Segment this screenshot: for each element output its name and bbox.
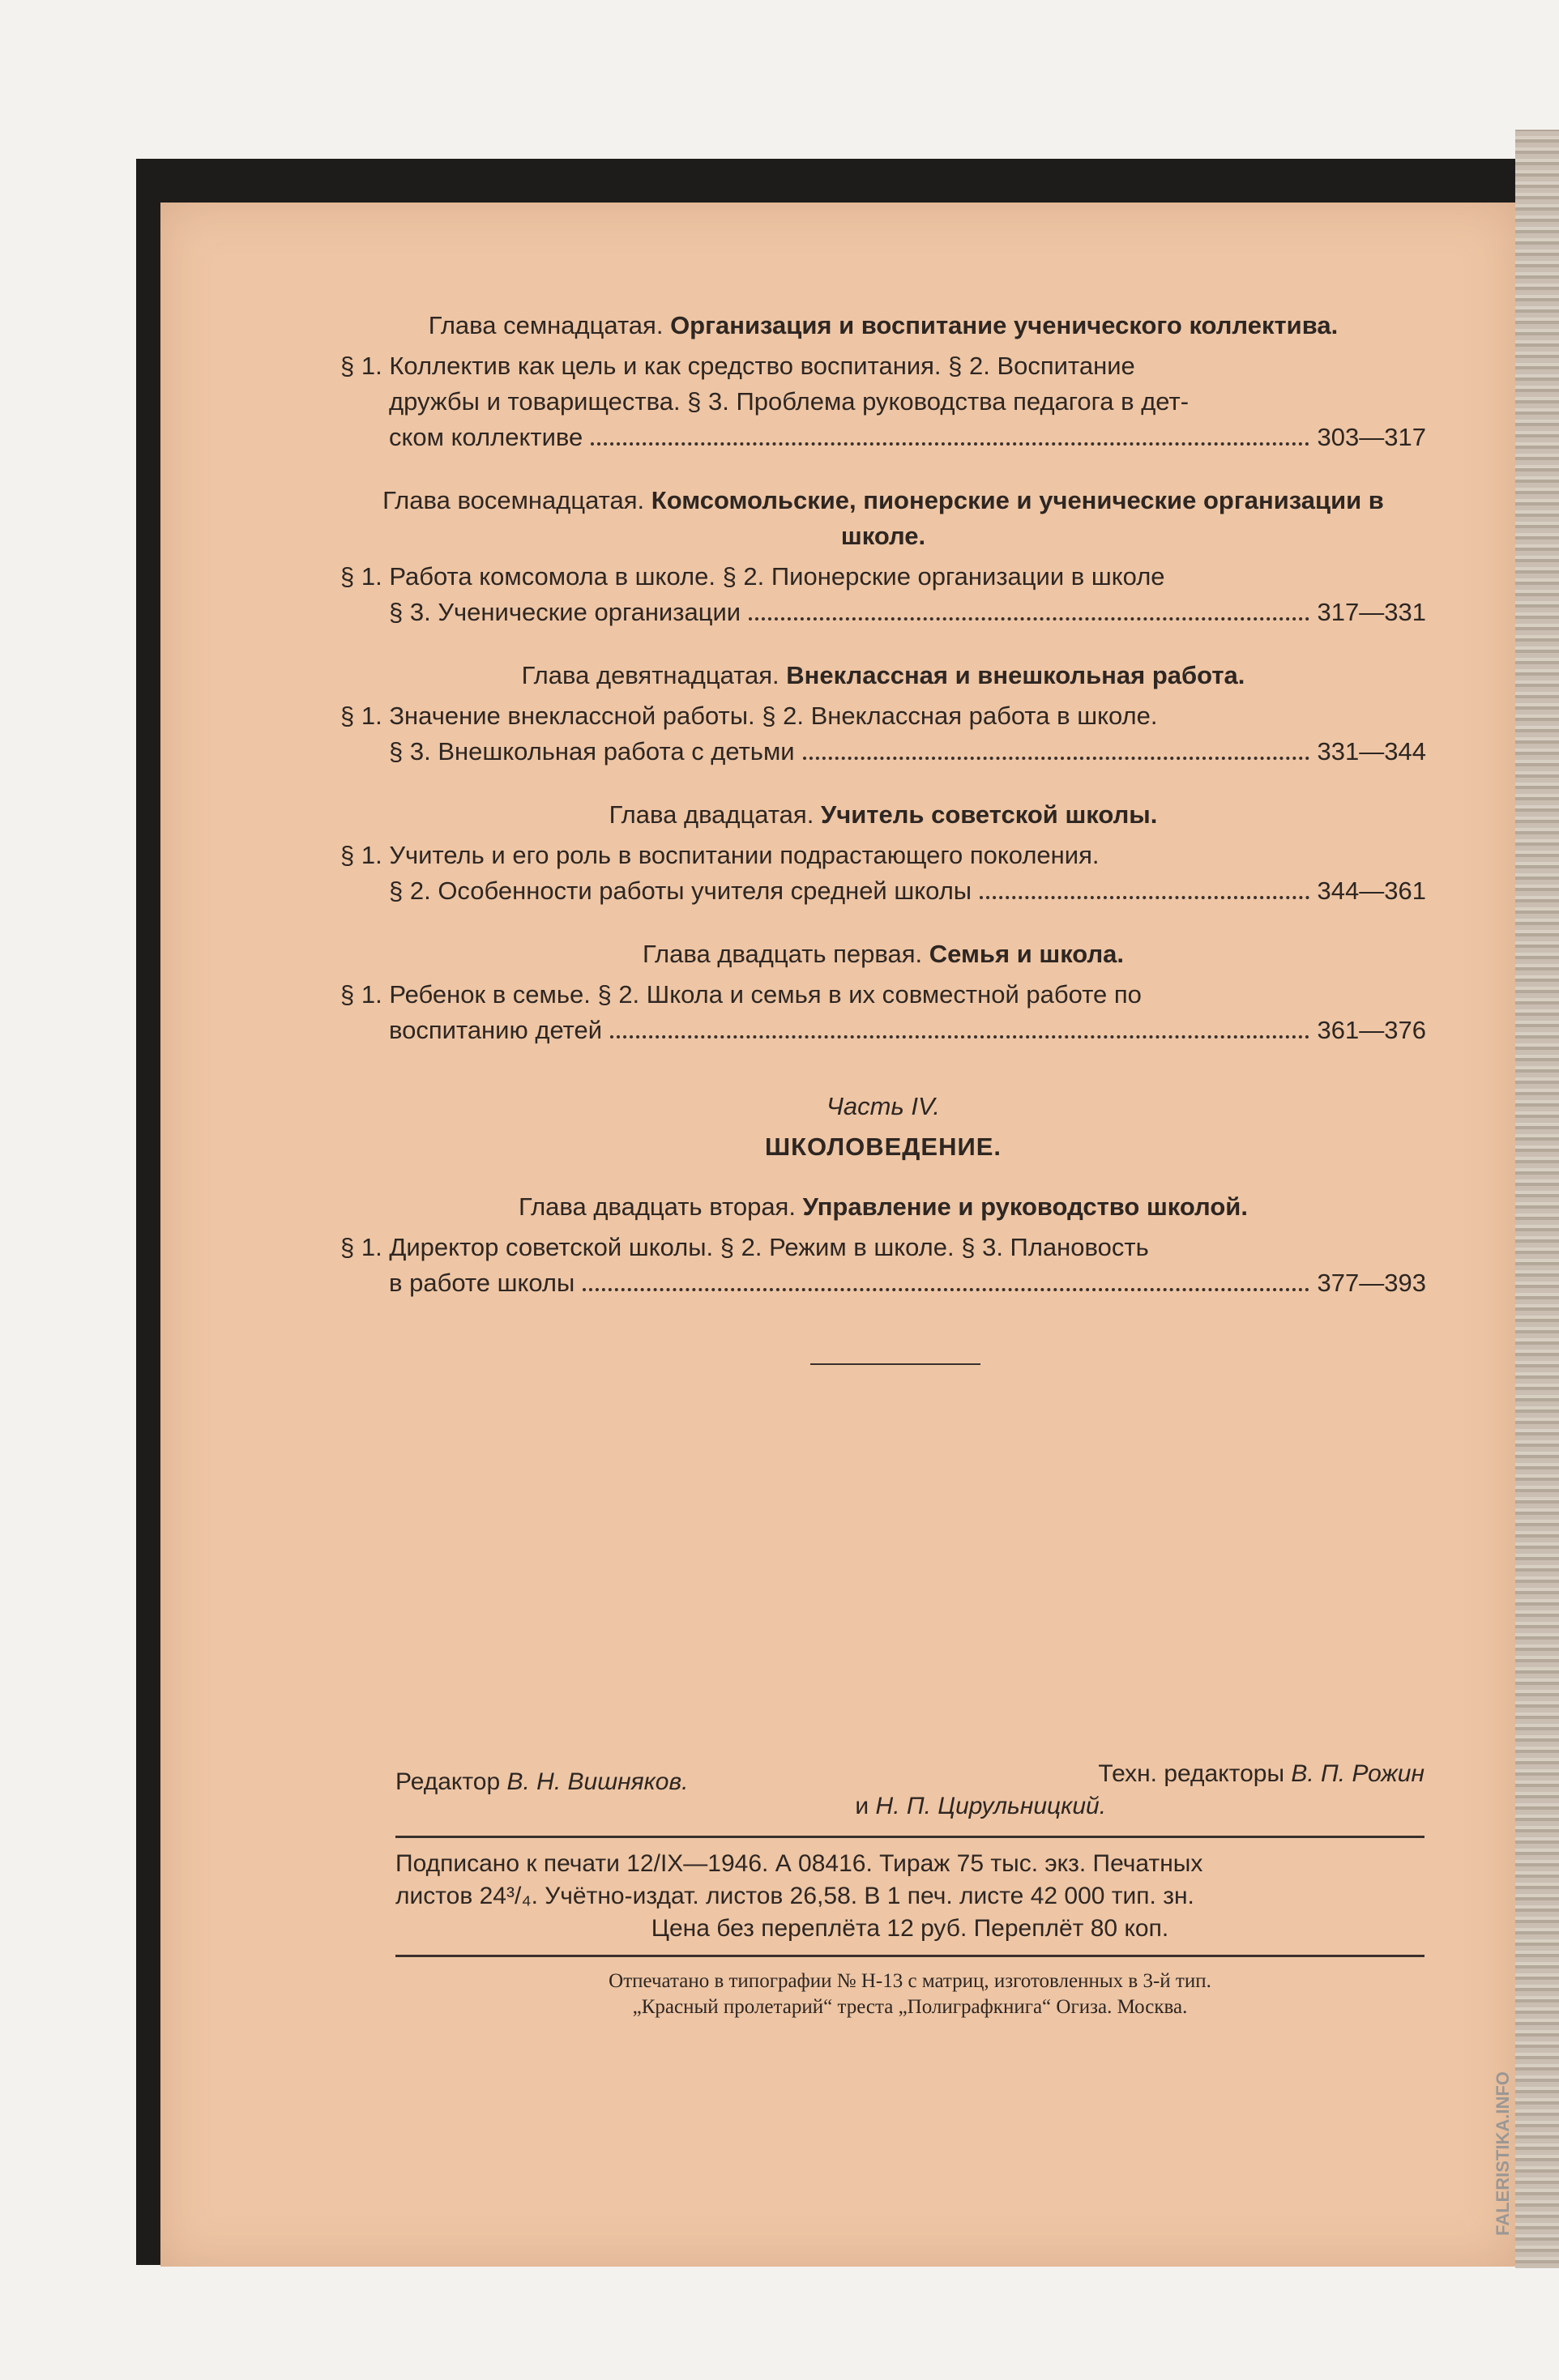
toc-chapter-22	[340, 1189, 1426, 1301]
entry-line: § 1. Учитель и его роль в воспитании подрастающего поколения.	[340, 841, 1100, 869]
print-info-line: Подписано к печати 12/IX—1946. А 08416. Тираж 75 тыс. экз. Печатных	[395, 1850, 1203, 1877]
chapter-heading	[340, 936, 1426, 972]
chapter-heading	[340, 308, 1426, 343]
page-range: 331—344	[1317, 737, 1426, 766]
dot-leader	[980, 895, 1309, 899]
chapter-title: Организация и воспитание ученического коллектива.	[670, 311, 1339, 339]
entry-text: ском коллективе	[389, 423, 583, 451]
dot-leader	[610, 1034, 1309, 1039]
tech-editor-conjunction: и	[855, 1793, 869, 1819]
toc-entry	[340, 559, 1426, 630]
printer-line: Отпечатано в типографии № Н-13 с матриц, изготовленных в 3-й тип.	[609, 1970, 1211, 1992]
page-range: 303—317	[1317, 423, 1426, 451]
tech-editor-name: В. П. Рожин	[1291, 1760, 1424, 1787]
tech-editors-credit	[855, 1758, 1424, 1823]
entry-line: § 1. Коллектив как цель и как средство воспитания. § 2. Воспитание	[340, 352, 1135, 380]
entry-line: § 1. Значение внеклассной работы. § 2. Внеклассная работа в школе.	[340, 702, 1158, 730]
chapter-number: Глава двадцать вторая.	[519, 1192, 796, 1221]
chapter-title: Учитель советской школы.	[820, 800, 1158, 829]
tech-editor-label: Техн. редакторы	[1098, 1760, 1285, 1787]
printer-info	[395, 1962, 1424, 2020]
part-label: Часть IV.	[826, 1092, 940, 1120]
entry-last-line	[340, 1013, 1426, 1048]
entry-text: воспитанию детей	[389, 1016, 603, 1044]
editor-name: В. Н. Вишняков.	[506, 1768, 689, 1795]
entry-last-line	[340, 595, 1426, 630]
entry-text: § 3. Ученические организации	[389, 598, 741, 626]
watermark: FALERISTIKA.INFO	[1493, 2071, 1513, 2236]
chapter-heading	[340, 658, 1426, 693]
page-range: 377—393	[1317, 1269, 1426, 1297]
dot-leader	[583, 1287, 1309, 1291]
chapter-number: Глава восемнадцатая.	[382, 486, 645, 514]
chapter-number: Глава двадцатая.	[609, 800, 814, 829]
editor-label: Редактор	[395, 1768, 501, 1795]
entry-line: дружбы и товарищества. § 3. Проблема руководства педагога в дет-	[389, 387, 1190, 416]
toc-chapter-17	[340, 308, 1426, 455]
chapter-heading	[340, 797, 1426, 833]
page-range: 317—331	[1317, 598, 1426, 626]
divider	[395, 1836, 1424, 1838]
toc-chapter-19	[340, 658, 1426, 770]
toc-chapter-20	[340, 797, 1426, 909]
editors-block	[395, 1758, 1424, 1831]
entry-last-line	[340, 420, 1426, 455]
editor-credit	[395, 1766, 688, 1798]
print-info-line: листов 24³/₄. Учётно-издат. листов 26,58. В 1 печ. листе 42 000 тип. зн.	[395, 1883, 1194, 1909]
entry-last-line	[340, 1265, 1426, 1301]
toc-entry	[340, 348, 1426, 455]
entry-last-line	[340, 873, 1426, 909]
printer-line: „Красный пролетарий“ треста „Полиграфкнига“ Огиза. Москва.	[632, 1996, 1188, 2018]
dot-leader	[591, 441, 1309, 446]
price-line: Цена без переплёта 12 руб. Переплёт 80 коп.	[651, 1915, 1169, 1942]
toc-entry	[340, 977, 1426, 1048]
chapter-number: Глава двадцать первая.	[642, 940, 923, 968]
toc-entry	[340, 698, 1426, 770]
tech-editor-name: Н. П. Цирульницкий.	[875, 1793, 1107, 1819]
colophon	[395, 1758, 1424, 2020]
dot-leader	[749, 616, 1309, 621]
chapter-title: Семья и школа.	[929, 940, 1125, 968]
entry-line: § 1. Ребенок в семье. § 2. Школа и семья в их совместной работе по	[340, 980, 1142, 1009]
chapter-title: Комсомольские, пионерские и ученические организации в школе.	[651, 486, 1384, 550]
chapter-heading	[340, 1189, 1426, 1225]
chapter-number: Глава семнадцатая.	[428, 311, 664, 339]
chapter-title: Внеклассная и внешкольная работа.	[786, 661, 1245, 689]
chapter-number: Глава девятнадцатая.	[521, 661, 780, 689]
chapter-heading	[340, 483, 1426, 554]
toc-chapter-21	[340, 936, 1426, 1048]
end-rule	[810, 1363, 980, 1365]
part-title: ШКОЛОВЕДЕНИЕ.	[764, 1132, 1002, 1161]
book-spine	[1515, 130, 1559, 2268]
page-range: 361—376	[1317, 1016, 1426, 1044]
chapter-title: Управление и руководство школой.	[802, 1192, 1248, 1221]
entry-text: § 2. Особенности работы учителя средней школы	[389, 877, 972, 905]
page-range: 344—361	[1317, 877, 1426, 905]
entry-line: § 1. Директор советской школы. § 2. Режим в школе. § 3. Плановость	[340, 1233, 1149, 1261]
divider	[395, 1955, 1424, 1957]
entry-text: § 3. Внешкольная работа с детьми	[389, 737, 795, 766]
toc-chapter-18	[340, 483, 1426, 630]
dot-leader	[803, 756, 1309, 760]
toc-entry	[340, 838, 1426, 909]
toc-entry	[340, 1230, 1426, 1301]
entry-last-line	[340, 734, 1426, 770]
print-info	[395, 1843, 1424, 1950]
entry-line: § 1. Работа комсомола в школе. § 2. Пионерские организации в школе	[340, 562, 1165, 591]
table-of-contents	[340, 308, 1426, 1329]
entry-text: в работе школы	[389, 1269, 575, 1297]
